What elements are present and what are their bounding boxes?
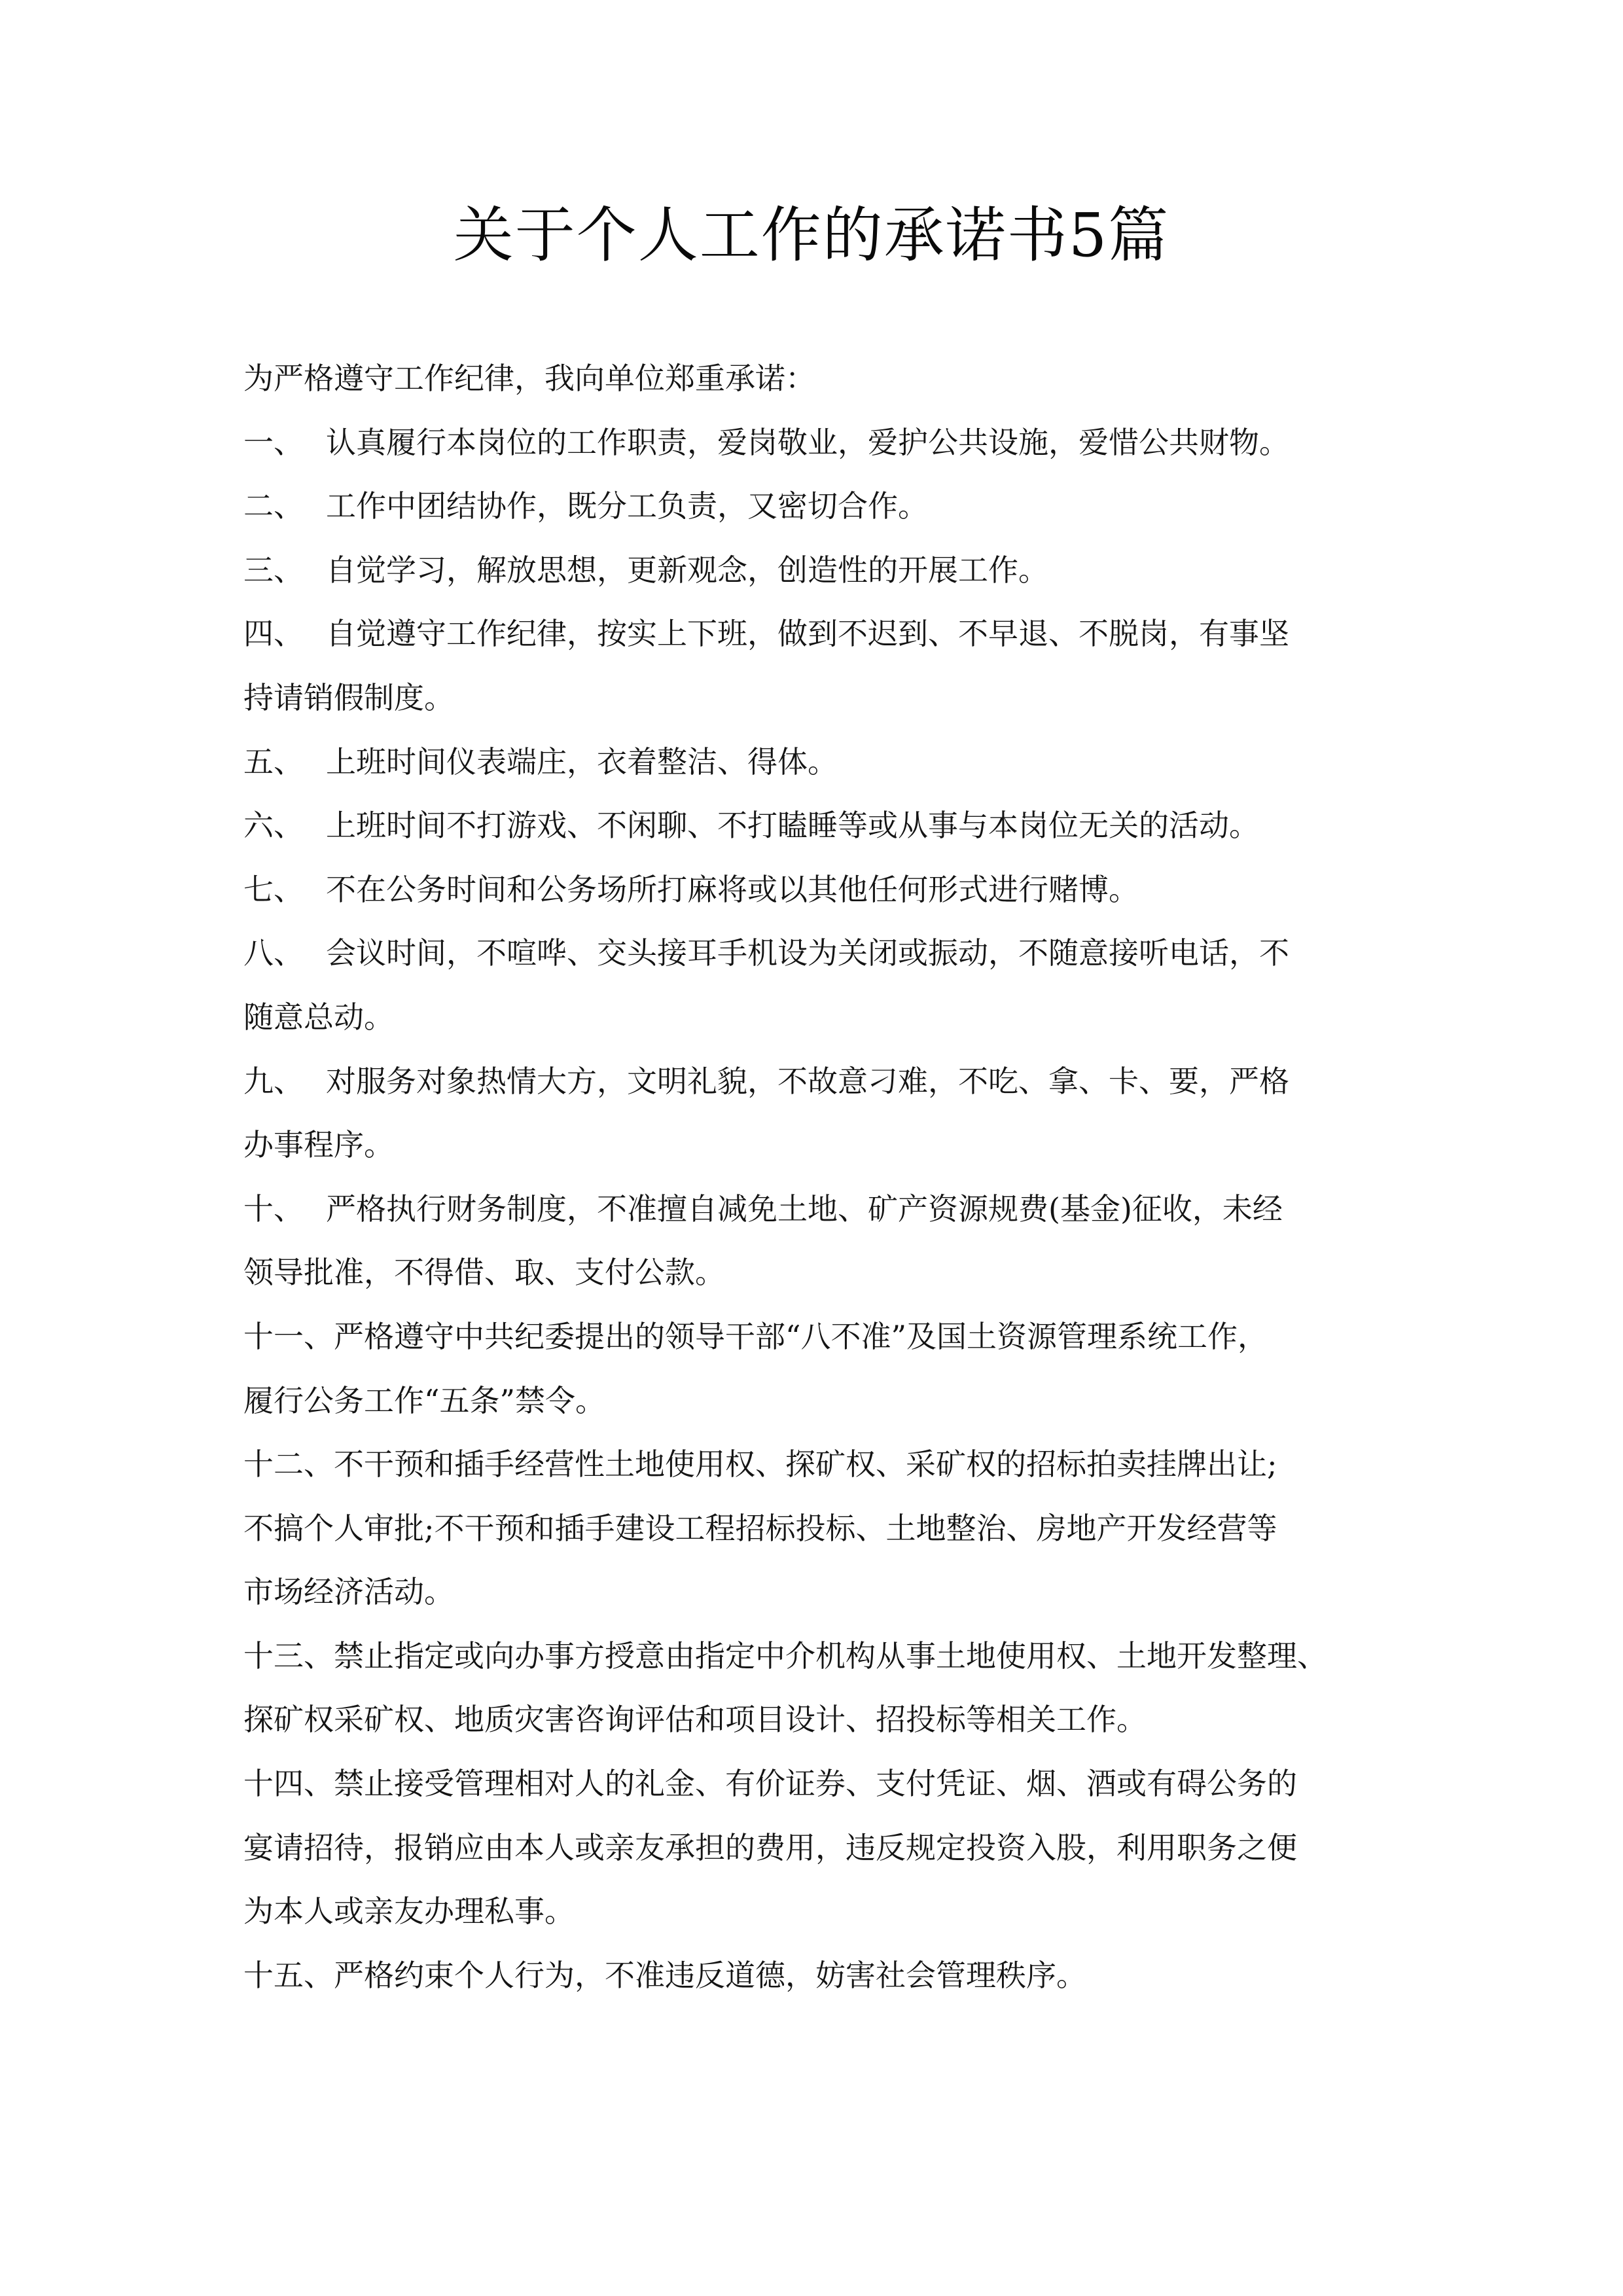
item-text: 上班时间仪表端庄，衣着整洁、得体。 [326, 744, 838, 780]
commitment-line [243, 1305, 1395, 1369]
item-text: 严格执行财务制度，不准擅自减免土地、矿产资源规费(基金)征收，未经 [326, 1191, 1283, 1227]
item-number: 七、 [243, 871, 304, 907]
commitment-line [243, 411, 1395, 475]
commitment-line-continued [243, 1688, 1395, 1752]
item-number: 二、 [243, 488, 304, 524]
commitment-line [243, 1177, 1395, 1242]
item-number: 四、 [243, 616, 304, 652]
item-text: 不在公务时间和公务场所打麻将或以其他任何形式进行赌博。 [326, 871, 1139, 907]
item-number: 九、 [243, 1063, 304, 1099]
commitment-line [243, 1050, 1395, 1114]
item-number: 一、 [243, 424, 304, 460]
commitment-line-continued [243, 1880, 1395, 1944]
item-text: 办事程序。 [243, 1127, 394, 1163]
item-text: 领导批准，不得借、取、支付公款。 [243, 1255, 725, 1291]
commitment-line [243, 475, 1395, 539]
commitment-line [243, 539, 1395, 603]
commitment-line [243, 1752, 1395, 1816]
commitment-line [243, 922, 1395, 986]
commitment-line-continued [243, 1816, 1395, 1880]
item-text: 十二、不干预和插手经营性土地使用权、探矿权、采矿权的招标拍卖挂牌出让; [243, 1446, 1277, 1482]
item-text: 自觉遵守工作纪律，按实上下班，做到不迟到、不早退、不脱岗，有事坚 [326, 616, 1289, 652]
item-text: 探矿权采矿权、地质灾害咨询评估和项目设计、招投标等相关工作。 [243, 1702, 1147, 1738]
commitment-line [243, 602, 1395, 666]
item-text: 上班时间不打游戏、不闲聊、不打瞌睡等或从事与本岗位无关的活动。 [326, 808, 1259, 844]
item-text: 认真履行本岗位的工作职责，爱岗敬业，爱护公共设施，爱惜公共财物。 [326, 424, 1289, 460]
document-body [243, 347, 1395, 2007]
item-text: 为本人或亲友办理私事。 [243, 1893, 575, 1929]
commitment-line [243, 794, 1395, 858]
item-text: 工作中团结协作，既分工负责，又密切合作。 [326, 488, 928, 524]
commitment-line [243, 1624, 1395, 1689]
commitment-line [243, 858, 1395, 922]
item-text: 十四、禁止接受管理相对人的礼金、有价证券、支付凭证、烟、酒或有碍公务的 [243, 1766, 1297, 1802]
item-text: 市场经济活动。 [243, 1574, 454, 1610]
item-number: 八、 [243, 935, 304, 971]
item-number: 五、 [243, 744, 304, 780]
item-text: 对服务对象热情大方，文明礼貌，不故意刁难，不吃、拿、卡、要，严格 [326, 1063, 1289, 1099]
item-text: 宴请招待，报销应由本人或亲友承担的费用，违反规定投资入股，利用职务之便 [243, 1829, 1297, 1865]
item-text: 会议时间，不喧哗、交头接耳手机设为关闭或振动，不随意接听电话，不 [326, 935, 1289, 971]
item-number: 十、 [243, 1191, 304, 1227]
item-number: 三、 [243, 552, 304, 588]
commitment-line-continued [243, 1369, 1395, 1433]
item-text: 持请销假制度。 [243, 679, 454, 715]
item-text: 十一、严格遵守中共纪委提出的领导干部“八不准”及国土资源管理系统工作， [243, 1318, 1268, 1354]
commitment-line-continued [243, 1113, 1395, 1177]
item-number: 六、 [243, 808, 304, 844]
intro-paragraph: 为严格遵守工作纪律，我向单位郑重承诺： [243, 361, 815, 396]
commitment-line-continued [243, 1560, 1395, 1624]
commitment-line [243, 1944, 1395, 2008]
item-text: 随意总动。 [243, 999, 394, 1035]
commitment-line [243, 730, 1395, 795]
document-title: 关于个人工作的承诺书5篇 [453, 200, 1170, 270]
item-text: 自觉学习，解放思想，更新观念，创造性的开展工作。 [326, 552, 1048, 588]
commitment-line-continued [243, 666, 1395, 730]
item-text: 十三、禁止指定或向办事方授意由指定中介机构从事土地使用权、土地开发整理、 [243, 1638, 1327, 1674]
item-text: 不搞个人审批;不干预和插手建设工程招标投标、土地整治、房地产开发经营等 [243, 1510, 1277, 1546]
commitment-line-continued [243, 986, 1395, 1050]
commitment-line-continued [243, 1497, 1395, 1561]
item-text: 十五、严格约束个人行为，不准违反道德，妨害社会管理秩序。 [243, 1957, 1086, 1993]
item-text: 履行公务工作“五条”禁令。 [243, 1382, 606, 1418]
commitment-line [243, 1433, 1395, 1497]
commitment-line-continued [243, 1241, 1395, 1305]
